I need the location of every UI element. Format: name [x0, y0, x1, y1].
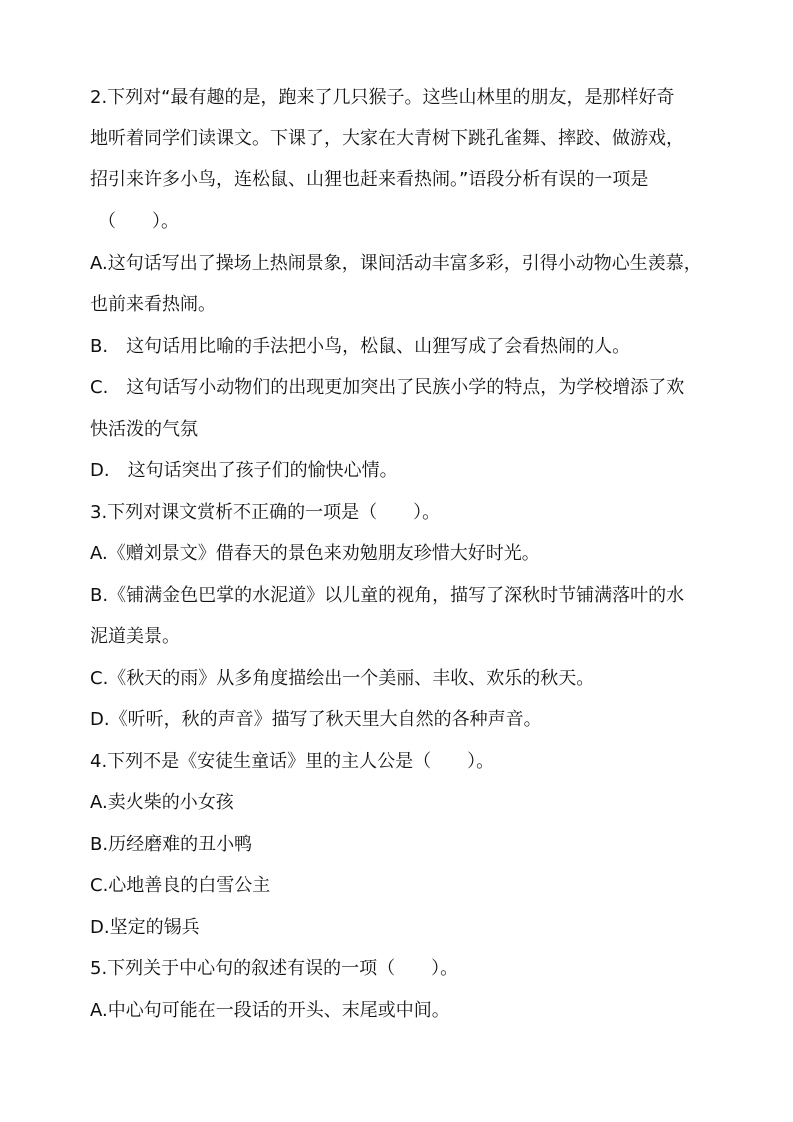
q2-stem-line-1: 2.下列对“最有趣的是，跑来了几只猴子。这些山林里的朋友，是那样好奇 [90, 87, 675, 108]
q3-stem: 3.下列对课文赏析不正确的一项是（ ）。 [90, 502, 441, 523]
q4-option-a: A.卖火柴的小女孩 [90, 792, 234, 813]
q2-option-c-line-1: C. 这句话写小动物们的出现更加突出了民族小学的特点，为学校增添了欢 [90, 377, 685, 398]
q4-stem: 4.下列不是《安徒生童话》里的主人公是（ ）。 [90, 751, 495, 772]
q4-option-b: B.历经磨难的丑小鸭 [90, 834, 253, 855]
q5-stem: 5.下列关于中心句的叙述有误的一项（ ）。 [90, 958, 459, 979]
q4-option-c: C.心地善良的白雪公主 [90, 875, 271, 896]
q3-option-b-line-2: 泥道美景。 [90, 626, 180, 647]
q5-option-a: A.中心句可能在一段话的开头、末尾或中间。 [90, 1000, 450, 1021]
q2-stem-line-3: 招引来许多小鸟，连松鼠、山狸也赶来看热闹。”语段分析有误的一项是 [90, 169, 649, 190]
q3-option-d: D.《听听，秋的声音》描写了秋天里大自然的各种声音。 [90, 709, 542, 730]
q2-option-a-line-1: A.这句话写出了操场上热闹景象，课间活动丰富多彩，引得小动物心生羡慕， [90, 253, 702, 274]
q3-option-a: A.《赠刘景文》借春天的景色来劝勉朋友珍惜大好时光。 [90, 543, 540, 564]
q2-option-d: D. 这句话突出了孩子们的愉快心情。 [90, 460, 398, 481]
q3-option-c: C.《秋天的雨》从多角度描绘出一个美丽、丰收、欢乐的秋天。 [90, 668, 595, 689]
q3-option-b-line-1: B.《铺满金色巴掌的水泥道》以儿童的视角，描写了深秋时节铺满落叶的水 [90, 585, 685, 606]
q2-stem-line-2: 地听着同学们读课文。下课了，大家在大青树下跳孔雀舞、摔跤、做游戏， [90, 128, 684, 149]
q2-option-b: B. 这句话用比喻的手法把小鸟，松鼠、山狸写成了会看热闹的人。 [90, 336, 631, 357]
q2-option-c-line-2: 快活泼的气氛 [90, 419, 198, 440]
q2-answer-blank: （ ）。 [98, 211, 179, 232]
q4-option-d: D.坚定的锡兵 [90, 917, 200, 938]
q2-option-a-line-2: 也前来看热闹。 [90, 294, 216, 315]
